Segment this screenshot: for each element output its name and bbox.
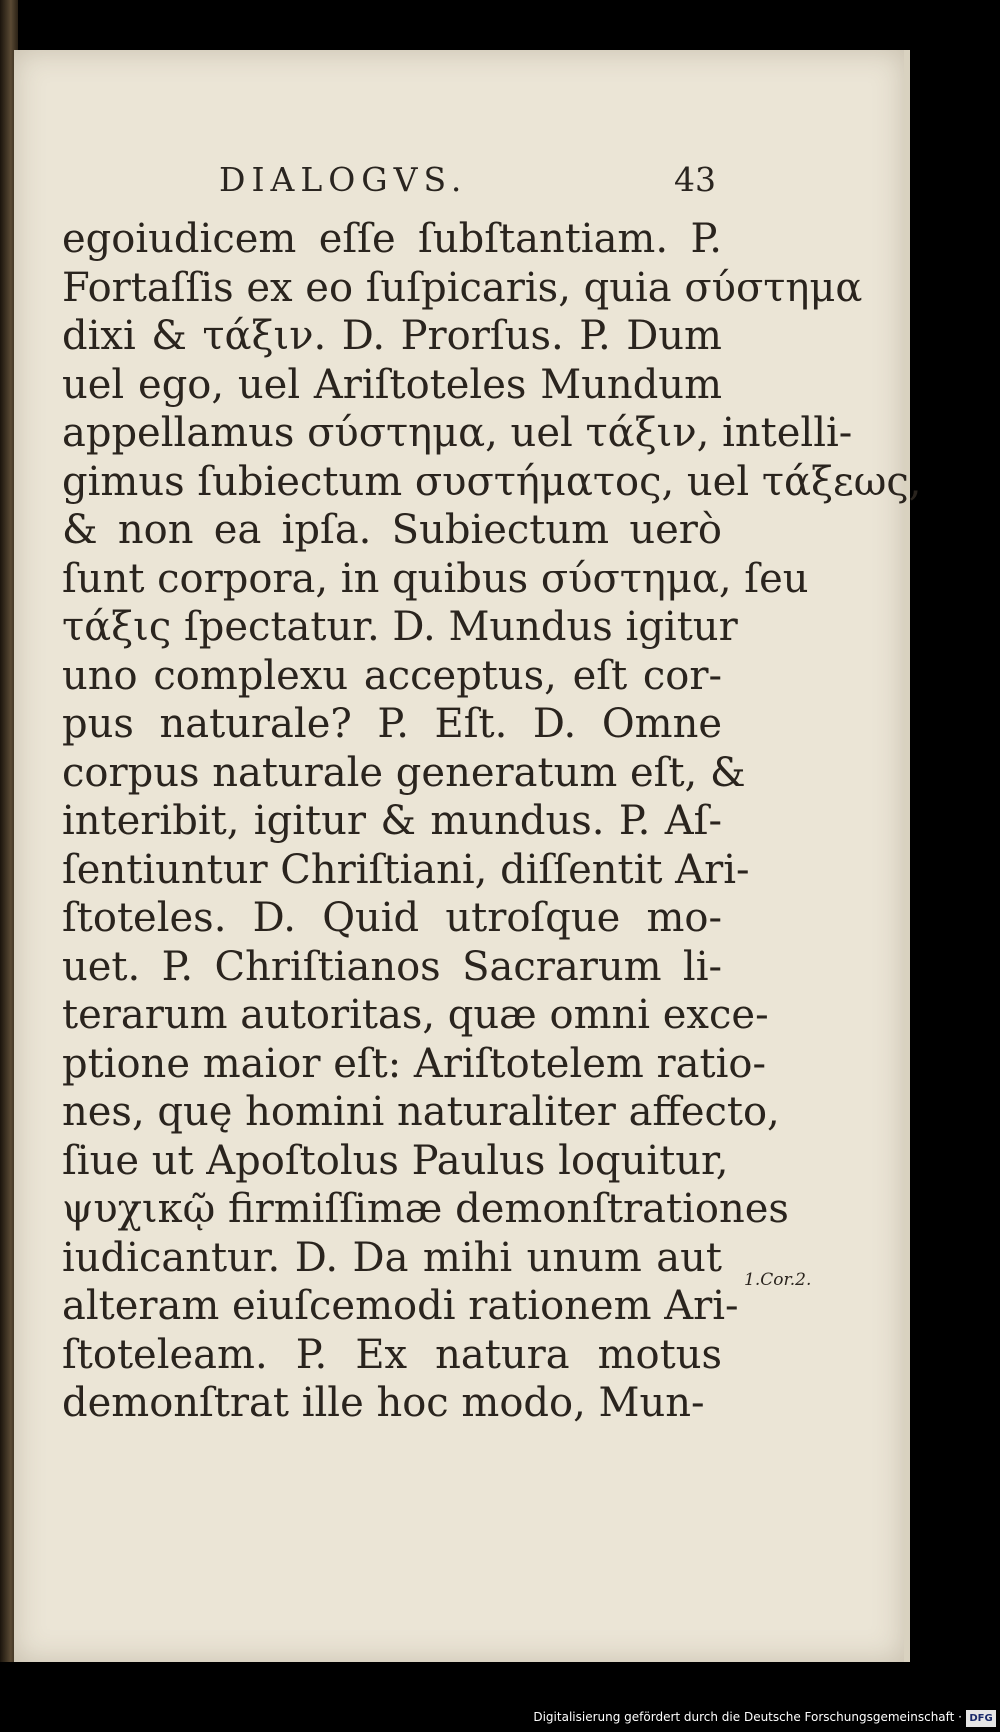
text-line: ψυχικῷ firmiſſimæ demonſtrationes xyxy=(62,1186,789,1232)
text-line: gimus ſubiectum συστήματος, uel τάξεως, xyxy=(62,458,922,505)
text-line: interibit, igitur & mundus. P. Aſ- xyxy=(62,798,722,844)
page-number: 43 xyxy=(674,160,716,199)
footer-bar xyxy=(0,1662,1000,1732)
text-line: ſtoteleam. P. Ex natura motus xyxy=(62,1331,722,1378)
funding-credit: Digitalisierung gefördert durch die Deutsche Forschungsgemeinschaft · xyxy=(533,1710,962,1724)
running-head: DIALOGVS. xyxy=(219,160,468,199)
text-line: alteram eiuſcemodi rationem Ari- xyxy=(62,1283,739,1329)
text-line: terarum autoritas, quæ omni exce- xyxy=(62,992,769,1038)
text-line: iudicantur. D. Da mihi unum aut xyxy=(62,1234,722,1281)
book-page xyxy=(14,50,922,1662)
text-line: ſiue ut Apoſtolus Paulus loquitur, xyxy=(62,1137,729,1184)
text-line: ſunt corpora, in quibus σύστημα, ſeu xyxy=(62,555,809,602)
text-line: demonſtrat ille hoc modo, Mun- xyxy=(62,1380,705,1426)
text-line: appellamus σύστημα, uel τάξιν, intelli- xyxy=(62,410,853,456)
text-line: & non ea ipſa. Subiectum uerò xyxy=(62,507,722,553)
text-line: pus naturale? P. Eſt. D. Omne xyxy=(62,701,722,747)
text-line: ſentiuntur Chriſtiani, diſſentit Ari- xyxy=(62,846,750,893)
text-line: Fortaſſis ex eo ſuſpicaris, quia σύστημα xyxy=(62,264,863,311)
text-line: dixi & τάξιν. D. Prorſus. P. Dum xyxy=(62,313,722,359)
dfg-logo: DFG xyxy=(966,1710,996,1727)
text-line: ſtoteles. D. Quid utroſque mo- xyxy=(62,895,722,941)
text-line: ptione maior eſt: Ariſtotelem ratio- xyxy=(62,1040,766,1087)
text-line: uet. P. Chriſtianos Sacrarum li- xyxy=(62,943,722,990)
text-line: uel ego, uel Ariſtoteles Mundum xyxy=(62,361,722,408)
text-line: τάξις ſpectatur. D. Mundus igitur xyxy=(62,604,738,650)
text-line: egoiudicem eſſe ſubſtantiam. P. xyxy=(62,216,722,262)
text-line: corpus naturale generatum eſt, & xyxy=(62,749,746,796)
margin-note: 1.Cor.2. xyxy=(744,1270,812,1290)
text-line: uno complexu acceptus, eſt cor- xyxy=(62,652,722,699)
text-line: nes, quę homini naturaliter affecto, xyxy=(62,1089,780,1135)
